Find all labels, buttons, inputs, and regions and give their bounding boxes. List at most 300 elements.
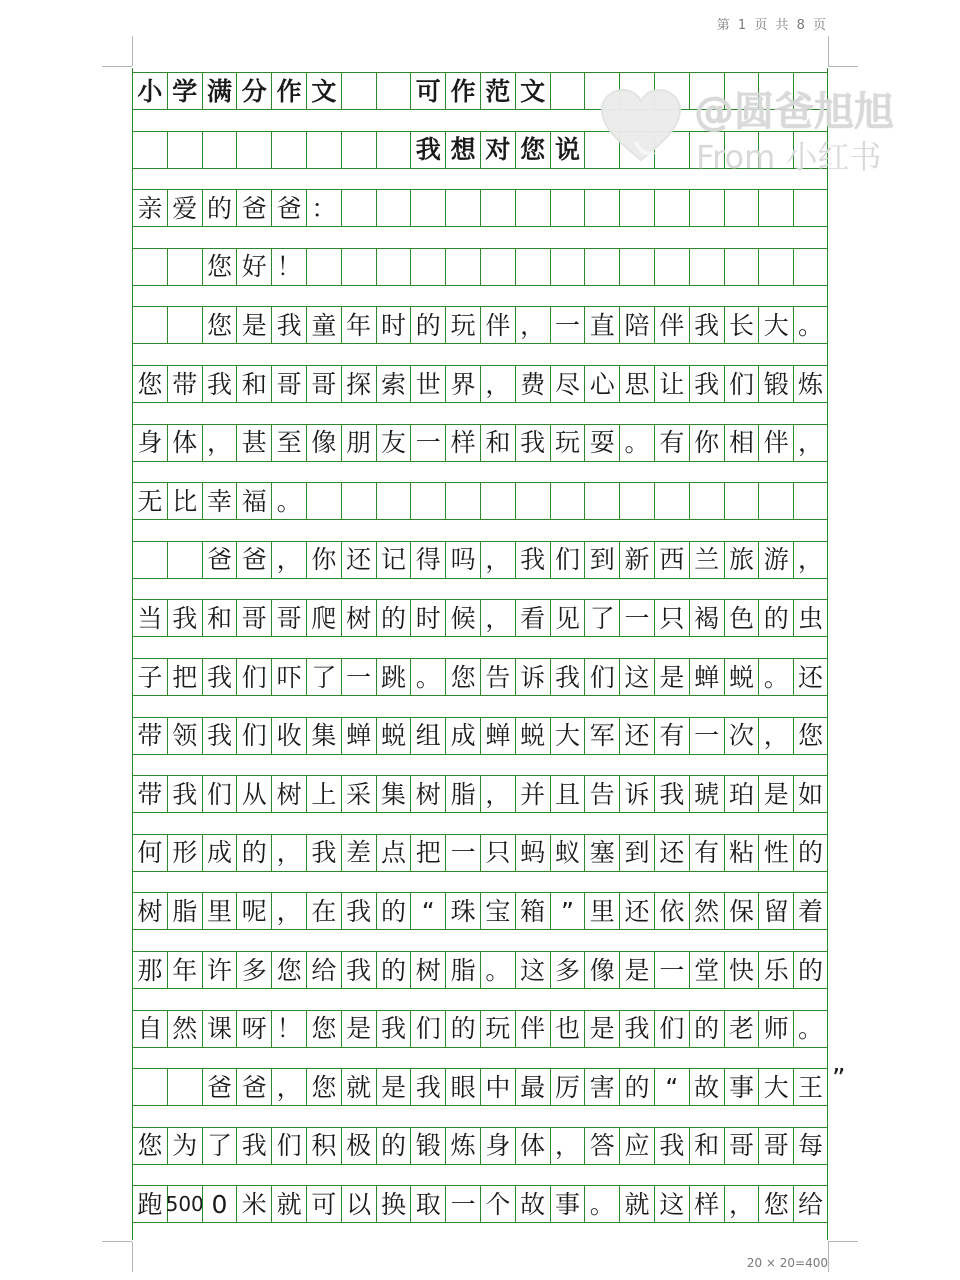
grid-cell — [584, 482, 619, 520]
grid-cell: 的 — [202, 189, 237, 227]
grid-cell — [758, 482, 793, 520]
grid-row — [132, 189, 828, 227]
grid-right-border — [827, 68, 828, 1240]
grid-cell: 。 — [793, 306, 828, 344]
crop-mark-top-right-h — [828, 66, 858, 67]
grid-cell: 见 — [550, 599, 585, 637]
grid-cell: 保 — [724, 892, 759, 930]
grid-cell: 极 — [341, 1127, 376, 1165]
grid-row — [132, 365, 828, 403]
grid-cell: 满 — [202, 72, 237, 110]
grid-cell: 时 — [410, 599, 445, 637]
grid-cell: 和 — [202, 599, 237, 637]
grid-cell: 们 — [724, 365, 759, 403]
grid-cell: 我 — [202, 365, 237, 403]
grid-cell — [341, 248, 376, 286]
grid-cell: 取 — [410, 1185, 445, 1223]
grid-cell: 我 — [550, 658, 585, 696]
grid-cell: 身 — [132, 424, 167, 462]
grid-cell: 陪 — [619, 306, 654, 344]
grid-cell: 然 — [689, 892, 724, 930]
grid-cell: 体 — [515, 1127, 550, 1165]
grid-cell — [480, 482, 515, 520]
grid-cell: 次 — [724, 717, 759, 755]
grid-cell: 从 — [236, 775, 271, 813]
grid-cell: 您 — [758, 1185, 793, 1223]
grid-cell: 无 — [132, 482, 167, 520]
grid-cell: 伴 — [654, 306, 689, 344]
grid-cell: 还 — [654, 834, 689, 872]
grid-cell: 故 — [515, 1185, 550, 1223]
grid-cell: 至 — [271, 424, 306, 462]
grid-cell: 树 — [410, 951, 445, 989]
grid-cell — [793, 248, 828, 286]
grid-cell: 候 — [445, 599, 480, 637]
grid-cell: 脂 — [445, 951, 480, 989]
grid-cell: 旅 — [724, 541, 759, 579]
grid-cell: 们 — [202, 775, 237, 813]
grid-cell: 自 — [132, 1010, 167, 1048]
grid-cell: 了 — [584, 599, 619, 637]
grid-cell — [654, 189, 689, 227]
grid-cell — [445, 248, 480, 286]
grid-cell: 您 — [515, 131, 550, 169]
grid-cell: ！ — [271, 248, 306, 286]
grid-cell: 像 — [584, 951, 619, 989]
grid-cell — [584, 189, 619, 227]
grid-cell: 给 — [793, 1185, 828, 1223]
grid-row — [132, 482, 828, 520]
grid-cell: 收 — [271, 717, 306, 755]
grid-cell: 把 — [410, 834, 445, 872]
grid-cell: 。 — [271, 482, 306, 520]
grid-cell: 您 — [793, 717, 828, 755]
grid-cell: 事 — [724, 1068, 759, 1106]
grid-cell: 故 — [689, 1068, 724, 1106]
grid-cell: 。 — [758, 658, 793, 696]
grid-cell: 害 — [584, 1068, 619, 1106]
grid-cell — [341, 189, 376, 227]
grid-cell: 锻 — [410, 1127, 445, 1165]
grid-cell: 我 — [167, 599, 202, 637]
grid-cell: ： — [306, 189, 341, 227]
grid-cell: 乐 — [758, 951, 793, 989]
grid-row — [132, 775, 828, 813]
grid-cell: 着 — [793, 892, 828, 930]
grid-cell: 琥 — [689, 775, 724, 813]
grid-cell — [550, 482, 585, 520]
grid-cell: 带 — [132, 717, 167, 755]
grid-cell: 爱 — [167, 189, 202, 227]
grid-cell: 成 — [202, 834, 237, 872]
grid-cell: 西 — [654, 541, 689, 579]
grid-cell: 游 — [758, 541, 793, 579]
grid-cell — [167, 1068, 202, 1106]
grid-cell: 我 — [202, 658, 237, 696]
grid-cell — [793, 189, 828, 227]
grid-cell: 探 — [341, 365, 376, 403]
grid-cell — [793, 482, 828, 520]
grid-cell — [689, 189, 724, 227]
grid-cell: 兰 — [689, 541, 724, 579]
grid-cell: 。 — [410, 658, 445, 696]
grid-cell: 这 — [619, 658, 654, 696]
grid-cell: 成 — [445, 717, 480, 755]
grid-cell: 到 — [619, 834, 654, 872]
grid-cell: 是 — [584, 1010, 619, 1048]
grid-cell: 了 — [202, 1127, 237, 1165]
grid-cell: 也 — [550, 1010, 585, 1048]
grid-cell: 可 — [306, 1185, 341, 1223]
grid-cell: 当 — [132, 599, 167, 637]
grid-cell: 师 — [758, 1010, 793, 1048]
grid-cell: “ — [410, 892, 445, 930]
grid-cell: 和 — [689, 1127, 724, 1165]
crop-mark-top-right-v — [828, 36, 829, 66]
grid-cell: 想 — [445, 131, 480, 169]
grid-cell: 玩 — [550, 424, 585, 462]
watermark — [596, 78, 916, 178]
grid-cell — [376, 131, 411, 169]
grid-cell: 如 — [793, 775, 828, 813]
grid-cell: 快 — [724, 951, 759, 989]
grid-cell: 年 — [167, 951, 202, 989]
grid-cell: 许 — [202, 951, 237, 989]
grid-cell — [689, 248, 724, 286]
grid-cell: 带 — [167, 365, 202, 403]
grid-cell — [619, 189, 654, 227]
grid-cell: 厉 — [550, 1068, 585, 1106]
grid-cell — [619, 248, 654, 286]
grid-cell: 一 — [689, 717, 724, 755]
heart-icon — [596, 82, 686, 172]
grid-cell: ！ — [271, 1010, 306, 1048]
grid-cell: 们 — [236, 658, 271, 696]
grid-cell: 们 — [410, 1010, 445, 1048]
grid-cell: ， — [480, 599, 515, 637]
grid-cell — [410, 248, 445, 286]
grid-cell: 得 — [410, 541, 445, 579]
grid-cell: 并 — [515, 775, 550, 813]
grid-cell: ， — [550, 1127, 585, 1165]
grid-cell: 界 — [445, 365, 480, 403]
grid-row — [132, 951, 828, 989]
grid-cell — [306, 482, 341, 520]
grid-cell: 那 — [132, 951, 167, 989]
grid-cell: 和 — [480, 424, 515, 462]
page-indicator: 第 1 页 共 8 页 — [716, 18, 828, 33]
grid-cell: 比 — [167, 482, 202, 520]
grid-cell: 呀 — [236, 1010, 271, 1048]
grid-cell: 哥 — [271, 599, 306, 637]
grid-cell: 集 — [306, 717, 341, 755]
grid-cell — [236, 131, 271, 169]
grid-cell: 一 — [341, 658, 376, 696]
grid-cell: 爸 — [202, 541, 237, 579]
grid-cell: 。 — [480, 951, 515, 989]
grid-cell — [167, 306, 202, 344]
grid-cell — [132, 1068, 167, 1106]
grid-cell — [167, 131, 202, 169]
grid-cell: 0 — [202, 1185, 237, 1223]
grid-cell: 是 — [376, 1068, 411, 1106]
grid-cell: 眼 — [445, 1068, 480, 1106]
grid-cell: 只 — [480, 834, 515, 872]
grid-cell — [724, 248, 759, 286]
grid-row — [132, 306, 828, 344]
grid-cell: ， — [793, 541, 828, 579]
grid-cell: 爸 — [236, 189, 271, 227]
grid-cell: ， — [271, 892, 306, 930]
grid-cell: 给 — [306, 951, 341, 989]
grid-cell: 尽 — [550, 365, 585, 403]
grid-cell: 。 — [584, 1185, 619, 1223]
grid-cell: 大 — [758, 306, 793, 344]
grid-cell — [376, 72, 411, 110]
grid-cell: 的 — [758, 599, 793, 637]
grid-cell: 世 — [410, 365, 445, 403]
grid-cell: 好 — [236, 248, 271, 286]
grid-spec-footer: 20 × 20=400 — [746, 1256, 828, 1270]
grid-cell: 费 — [515, 365, 550, 403]
grid-cell: 小 — [132, 72, 167, 110]
grid-cell — [306, 248, 341, 286]
grid-cell: 一 — [445, 1185, 480, 1223]
grid-cell: 哥 — [306, 365, 341, 403]
grid-cell: 还 — [619, 717, 654, 755]
grid-cell: 上 — [306, 775, 341, 813]
grid-cell: 还 — [793, 658, 828, 696]
grid-cell: 树 — [132, 892, 167, 930]
grid-cell: 范 — [480, 72, 515, 110]
grid-cell: 集 — [376, 775, 411, 813]
grid-cell: 换 — [376, 1185, 411, 1223]
grid-cell: 粘 — [724, 834, 759, 872]
grid-cell: 玩 — [445, 306, 480, 344]
grid-cell: 哥 — [724, 1127, 759, 1165]
grid-cell: ， — [271, 1068, 306, 1106]
grid-cell — [271, 131, 306, 169]
grid-cell: 我 — [689, 306, 724, 344]
grid-cell: 直 — [584, 306, 619, 344]
grid-row — [132, 248, 828, 286]
grid-cell: 我 — [341, 892, 376, 930]
grid-cell — [202, 131, 237, 169]
grid-cell: ， — [480, 775, 515, 813]
crop-mark-bottom-left-h — [102, 1241, 132, 1242]
grid-cell: 里 — [202, 892, 237, 930]
grid-cell: ， — [480, 541, 515, 579]
grid-cell: 身 — [480, 1127, 515, 1165]
grid-cell: 炼 — [793, 365, 828, 403]
grid-cell: 一 — [619, 599, 654, 637]
grid-cell: 们 — [236, 717, 271, 755]
grid-cell: 文 — [306, 72, 341, 110]
grid-cell: 对 — [480, 131, 515, 169]
grid-cell: 树 — [341, 599, 376, 637]
grid-cell — [515, 482, 550, 520]
grid-cell: 们 — [550, 541, 585, 579]
grid-cell: 褐 — [689, 599, 724, 637]
grid-cell — [132, 541, 167, 579]
grid-cell — [132, 131, 167, 169]
grid-cell: 就 — [619, 1185, 654, 1223]
grid-cell: 米 — [236, 1185, 271, 1223]
grid-cell: 是 — [341, 1010, 376, 1048]
grid-cell: 索 — [376, 365, 411, 403]
grid-cell: 作 — [445, 72, 480, 110]
grid-cell: 然 — [167, 1010, 202, 1048]
grid-cell: 我 — [341, 951, 376, 989]
grid-cell: ” — [550, 892, 585, 930]
grid-cell: 答 — [584, 1127, 619, 1165]
grid-cell: 看 — [515, 599, 550, 637]
grid-cell — [584, 248, 619, 286]
grid-cell — [410, 189, 445, 227]
grid-cell — [341, 131, 376, 169]
grid-cell: 说 — [550, 131, 585, 169]
grid-cell — [410, 482, 445, 520]
grid-cell: 有 — [689, 834, 724, 872]
watermark-source: From 小红书 — [696, 138, 882, 176]
grid-cell — [550, 189, 585, 227]
grid-cell: 有 — [654, 717, 689, 755]
grid-cell: ， — [480, 365, 515, 403]
grid-cell: 多 — [550, 951, 585, 989]
grid-cell: ， — [758, 717, 793, 755]
grid-cell: 在 — [306, 892, 341, 930]
grid-cell: 多 — [236, 951, 271, 989]
grid-cell — [550, 72, 585, 110]
grid-cell: 我 — [271, 306, 306, 344]
grid-cell: 锻 — [758, 365, 793, 403]
grid-cell: 记 — [376, 541, 411, 579]
grid-cell: 爸 — [202, 1068, 237, 1106]
grid-cell: 是 — [619, 951, 654, 989]
grid-cell: 炼 — [445, 1127, 480, 1165]
grid-cell: 们 — [584, 658, 619, 696]
grid-cell: 一 — [410, 424, 445, 462]
grid-cell — [480, 248, 515, 286]
grid-cell: 且 — [550, 775, 585, 813]
grid-cell: 诉 — [619, 775, 654, 813]
grid-cell: 爸 — [236, 1068, 271, 1106]
grid-cell — [724, 189, 759, 227]
grid-cell: 蝉 — [480, 717, 515, 755]
grid-cell: 是 — [758, 775, 793, 813]
grid-row — [132, 1010, 828, 1048]
grid-cell: 蚂 — [515, 834, 550, 872]
grid-cell — [376, 189, 411, 227]
grid-cell: 您 — [132, 365, 167, 403]
grid-cell: 虫 — [793, 599, 828, 637]
grid-cell: 事 — [550, 1185, 585, 1223]
grid-cell: 是 — [654, 658, 689, 696]
grid-row — [132, 1068, 828, 1106]
grid-cell: 的 — [619, 1068, 654, 1106]
grid-cell: 的 — [376, 951, 411, 989]
grid-cell: 我 — [654, 775, 689, 813]
grid-cell: 福 — [236, 482, 271, 520]
grid-cell: 思 — [619, 365, 654, 403]
grid-cell: 诉 — [515, 658, 550, 696]
grid-cell: 积 — [306, 1127, 341, 1165]
grid-cell — [515, 248, 550, 286]
grid-cell: 树 — [271, 775, 306, 813]
grid-cell — [480, 189, 515, 227]
grid-cell: 一 — [445, 834, 480, 872]
grid-cell: ， — [793, 424, 828, 462]
grid-cell: 伴 — [758, 424, 793, 462]
grid-cell: 您 — [306, 1068, 341, 1106]
grid-cell: 可 — [410, 72, 445, 110]
grid-cell: 点 — [376, 834, 411, 872]
grid-cell: 您 — [132, 1127, 167, 1165]
grid-cell: 告 — [584, 775, 619, 813]
grid-cell: 珠 — [445, 892, 480, 930]
grid-cell: 一 — [550, 306, 585, 344]
grid-cell: 相 — [724, 424, 759, 462]
grid-cell: 采 — [341, 775, 376, 813]
grid-cell: 我 — [515, 424, 550, 462]
grid-cell: 子 — [132, 658, 167, 696]
grid-cell: 们 — [654, 1010, 689, 1048]
grid-cell: 您 — [306, 1010, 341, 1048]
grid-cell: 爬 — [306, 599, 341, 637]
grid-cell: 蜕 — [376, 717, 411, 755]
grid-cell — [167, 541, 202, 579]
grid-cell: 的 — [376, 892, 411, 930]
grid-cell: 伴 — [480, 306, 515, 344]
grid-cell: 友 — [376, 424, 411, 462]
crop-mark-top-left-v — [132, 36, 133, 66]
grid-cell: 领 — [167, 717, 202, 755]
grid-cell — [654, 248, 689, 286]
grid-row — [132, 541, 828, 579]
grid-cell: 告 — [480, 658, 515, 696]
grid-cell: 我 — [202, 717, 237, 755]
grid-cell — [376, 482, 411, 520]
grid-cell: 的 — [376, 599, 411, 637]
watermark-handle: @圆爸旭旭 — [694, 89, 894, 135]
grid-cell: 跑 — [132, 1185, 167, 1223]
grid-cell: 最 — [515, 1068, 550, 1106]
grid-cell: 文 — [515, 72, 550, 110]
grid-cell: 塞 — [584, 834, 619, 872]
grid-cell: 让 — [654, 365, 689, 403]
grid-cell: 朋 — [341, 424, 376, 462]
grid-cell — [550, 248, 585, 286]
grid-cell: 样 — [445, 424, 480, 462]
grid-cell: 和 — [236, 365, 271, 403]
grid-cell: 的 — [236, 834, 271, 872]
grid-cell: “ — [654, 1068, 689, 1106]
grid-cell: 500 — [167, 1185, 202, 1223]
grid-cell: 何 — [132, 834, 167, 872]
grid-cell: 蝉 — [341, 717, 376, 755]
grid-cell — [758, 189, 793, 227]
writing-grid — [132, 68, 828, 1240]
grid-cell: 中 — [480, 1068, 515, 1106]
grid-cell: 脂 — [167, 892, 202, 930]
grid-cell: 吓 — [271, 658, 306, 696]
grid-cell: 到 — [584, 541, 619, 579]
grid-cell: 王 — [793, 1068, 828, 1106]
grid-cell: 宝 — [480, 892, 515, 930]
grid-cell — [132, 306, 167, 344]
grid-cell: 体 — [167, 424, 202, 462]
crop-mark-top-left-h — [102, 66, 132, 67]
